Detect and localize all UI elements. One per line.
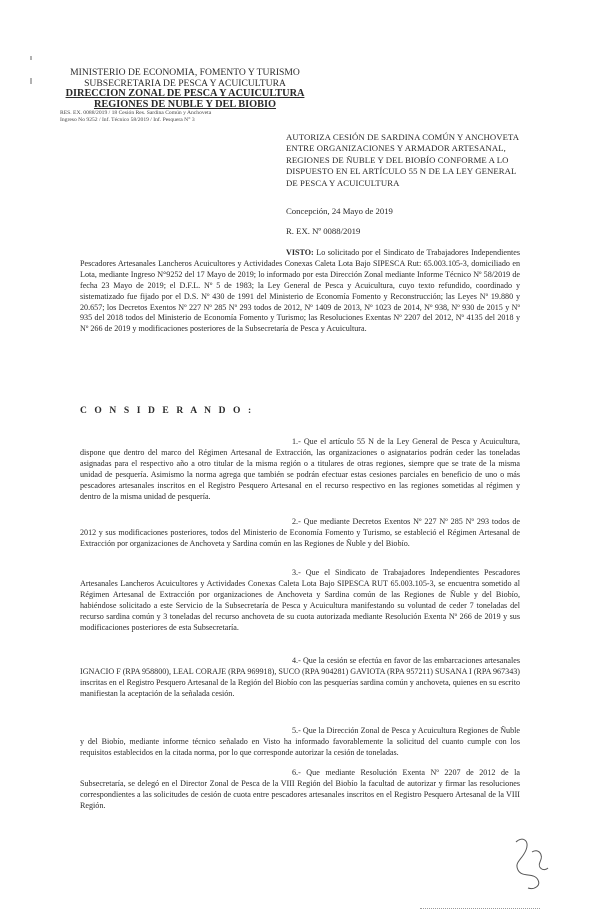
considerando-4: 4.- Que la cesión se efectúa en favor de las embarcaciones artesanales IGNACIO F (RPA 958800), LEAL CORAJE (RPA 969918), SUCO (RPA 904281) GAVIOTA (RPA 957211) SUSANA I (RPA 967343) inscritas en el Registro Pesquero Artesanal de la Región del Biobío con las pesquerías sardina común y anchoveta, quienes en su escrito manifiestan la aceptación de la señalada cesión. [80,656,520,698]
reference-line-1: RES. EX. 0088/2019 / 18 Cesión Res. Sardina Común y Anchoveta [60,110,212,116]
handwritten-initials [508,832,552,894]
considerando-3: 3.- Que el Sindicato de Trabajadores Independientes Pescadores Artesanales Lancheros Acuicultores y Actividades Conexas Caleta Lota Bajo SIPESCA RUT 65.003.105-3, se encuentra sometido al Régimen Artesanal de Extracción por organizaciones de Anchoveta y Sardina común de las Regiones de Ñuble y del Biobío, habiéndose solicitado a este Servicio de la Subsecretaría de Pesca y Acuicultura manifestando su voluntad de ceder 7 toneladas del recurso sardina común y 3 toneladas del recurso anchoveta de su cuota autorizada mediante Resolución Exenta Nº 266 de 2019 y sus modificaciones posteriores de esta Subsecretaría. [80,568,520,632]
regiones-line: REGIONES DE ÑUBLE Y DEL BIOBIO [93,99,277,110]
considerando-2: 2.- Que mediante Decretos Exentos Nº 227 Nº 285 Nº 293 todos de 2012 y sus modificaciones posteriores, todos del Ministerio de Economía Fomento y Turismo, se estableció el Régimen Artesanal de Extracción por organizaciones de Anchoveta y Sardina común en las Regiones de Ñuble y del Biobío. [80,517,520,548]
letterhead [60,68,310,124]
considerando-5: 5.- Que la Dirección Zonal de Pesca y Acuicultura Regiones de Ñuble y del Biobío, mediante informe técnico señalado en Visto ha informado favorablemente la solicitud del cuanto cumple con los requisitos establecidos en la citada norma, por lo que corresponde autorizar la cesión de toneladas. [80,726,520,757]
footer-rule [420,908,540,910]
resolution-number: R. EX. Nº 0088/2019 [286,226,361,236]
considerando-1: 1.- Que el artículo 55 N de la Ley General de Pesca y Acuicultura, dispone que dentro del marco del Régimen Artesanal de Extracción, las organizaciones o asignatarios podrán ceder las toneladas asignadas para el respectivo año a otro titular de la misma región o a titulares de otras regiones, siempre que se trate de la misma unidad de pesquería. Asimismo la norma agrega que también se podrán efectuar estas cesiones parciales en beneficio de uno o más pescadores artesanales inscritos en el Registro Pesquero Artesanal en el recurso respectivo en las regiones sometidas al régimen y dentro de la misma unidad de pesquería. [80,437,520,501]
date-line: Concepción, 24 Mayo de 2019 [286,206,393,216]
subsecretaria-line: SUBSECRETARÍA DE PESCA Y ACUICULTURA [84,78,286,89]
resolution-subject: AUTORIZA CESIÓN DE SARDINA COMÚN Y ANCHOVETA ENTRE ORGANIZACIONES Y ARMADOR ARTESANAL, REGIONES DE ÑUBLE Y DEL BIOBÍO CONFORME A LO DISPUESTO EN EL ARTÍCULO 55 N DE LA LEY GENERAL DE PESCA Y ACUICULTURA [286,132,519,188]
considerando-heading: C O N S I D E R A N D O : [80,406,254,416]
visto-text: Lo solicitado por el Sindicato de Trabajadores Independientes Pescadores Artesanales Lancheros Acuicultores y Actividades Conexas Caleta Lota Bajo SIPESCA Rut: 65.003.105-3, domiciliado en Lota, mediante Ingreso N°9252 del 17 Mayo de 2019; lo informado por esta Dirección Zonal mediante Informe Técnico Nº 58/2019 de fecha 23 Mayo de 2019; el D.F.L. Nº 5 de 1983; la Ley General de Pesca y Acuicultura, cuyo texto refundido, coordinado y sistematizado fue fijado por el D.S. Nº 430 de 1991 del Ministerio de Economía Fomento y Reconstrucción; las Leyes Nº 19.880 y 20.657; los Decretos Exentos Nº 227 Nº 285 Nº 293 todos de 2012, Nº 1409 de 2013, Nº 1023 de 2014, Nº 938, Nº 930 de 2015 y Nº 935 del 2018 todos del Ministerio de Economía Fomento y Turismo; las Resoluciones Exentas Nº 2207 del 2012, Nº 4135 del 2018 y Nº 266 de 2019 y modificaciones posteriores de la Subsecretaría de Pesca y Acuicultura. [80,248,520,334]
margin-mark [28,56,34,84]
considerando-6: 6.- Que mediante Resolución Exenta Nº 2207 de 2012 de la Subsecretaría, se delegó en el Director Zonal de Pesca de la VIII Región del Biobío la facultad de autorizar y firmar las resoluciones correspondientes a las solicitudes de cesión de cuota entre pescadores artesanales inscritos en el Registro Pesquero Artesanal de la VIII Región. [80,768,520,810]
visto-label: VISTO: [286,248,314,257]
direccion-line: DIRECCION ZONAL DE PESCA Y ACUICULTURA [65,89,305,99]
ministry-line: MINISTERIO DE ECONOMÍA, FOMENTO Y TURISMO [70,68,300,78]
visto-paragraph [80,248,520,335]
reference-line-2: Ingreso No 9252 / Inf. Técnico 58/2019 / Inf. Pesquera N° 3 [60,117,195,123]
